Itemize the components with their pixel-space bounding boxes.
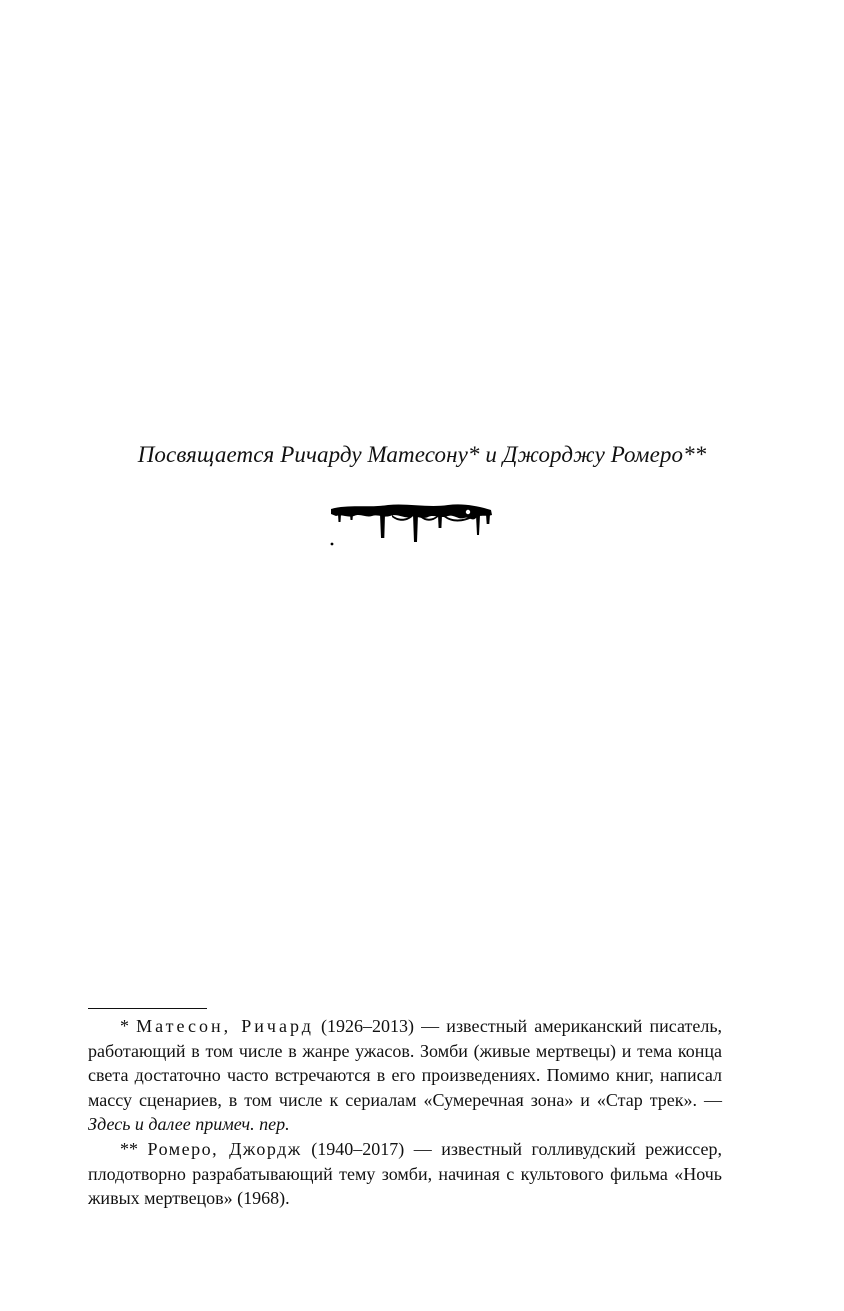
footnote-1	[88, 1014, 722, 1137]
footnote-marker: *	[120, 1016, 129, 1036]
footnote-body: (1926–2013) — известный американский писатель, работающий в том числе в жанре ужасов. Зомби (живые мертвецы) и тема конца света достаточно часто встречаются в его произведениях. Помимо книг, написал массу сценариев, в том числе к сериалам «Сумеречная зона» и «Стар трек». —	[88, 1016, 723, 1110]
ink-drip-ornament-icon	[328, 500, 494, 548]
footnote-separator	[88, 1008, 207, 1009]
dedication-text: Посвящается Ричарду Матесону* и Джорджу Ромеро**	[137, 442, 707, 467]
footnote-name: Ромеро, Джордж	[147, 1138, 302, 1159]
footnote-name: Матесон, Ричард	[136, 1016, 314, 1036]
footnote-2	[88, 1137, 722, 1211]
footnote-marker: **	[120, 1138, 138, 1159]
footnote-body: (1940–2017) — известный голливудский режиссер, плодотворно разрабатывающий тему зомби, начиная с культового фильма «Ночь живых мертвецов» (1968).	[88, 1138, 723, 1209]
footnote-note: Здесь и далее примеч. пер.	[88, 1114, 290, 1135]
footnotes	[88, 1014, 722, 1211]
